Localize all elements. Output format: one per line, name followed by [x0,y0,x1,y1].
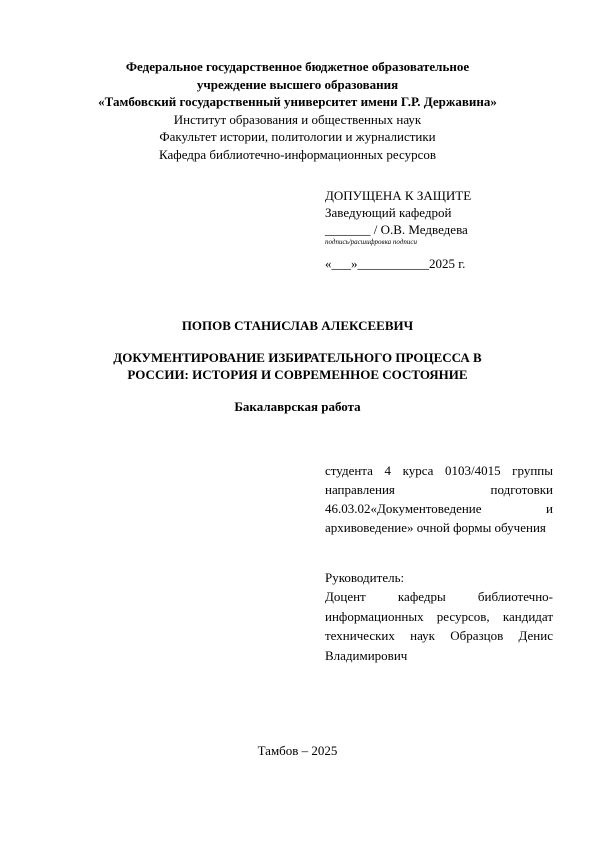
approval-block [325,187,555,272]
university-name: «Тамбовский государственный университет имени Г.Р. Державина» [98,94,497,109]
approval-title: ДОПУЩЕНА К ЗАЩИТЕ [325,188,472,203]
institution-header [0,58,595,163]
header-line-2: учреждение высшего образования [196,76,399,92]
approval-role: Заведующий кафедрой [325,205,452,220]
approval-date-line: «___»___________2025 г. [325,256,466,271]
approval-signature-line: _______ / О.В. Медведева [325,222,468,237]
thesis-title-line-1: ДОКУМЕНТИРОВАНИЕ ИЗБИРАТЕЛЬНОГО ПРОЦЕССА В [113,350,482,365]
department-name: Кафедра библиотечно-информационных ресурсов [159,146,436,162]
thesis-title-line-2: РОССИИ: ИСТОРИЯ И СОВРЕМЕННОЕ СОСТОЯНИЕ [127,367,468,382]
signature-hint: подпись/расшифровка подписи [325,238,417,246]
faculty-name: Факультет истории, политологии и журналистики [159,129,436,144]
supervisor-label: Руководитель: [325,570,405,585]
thesis-title [0,349,595,383]
student-info: студента 4 курса 0103/4015 группы направления подготовки 46.03.02«Документоведение и архивоведение» очной формы обучения [325,463,553,535]
work-type: Бакалаврская работа [234,399,361,414]
header-line-1: Федеральное государственное бюджетное образовательное [125,59,470,74]
author-name: ПОПОВ СТАНИСЛАВ АЛЕКСЕЕВИЧ [181,318,414,333]
city-year: Тамбов – 2025 [257,743,338,758]
supervisor-info: Доцент кафедры библиотечно-информационных ресурсов, кандидат технических наук Образцов Денис Владимирович [325,589,553,663]
institute-name: Институт образования и общественных наук [173,111,422,127]
